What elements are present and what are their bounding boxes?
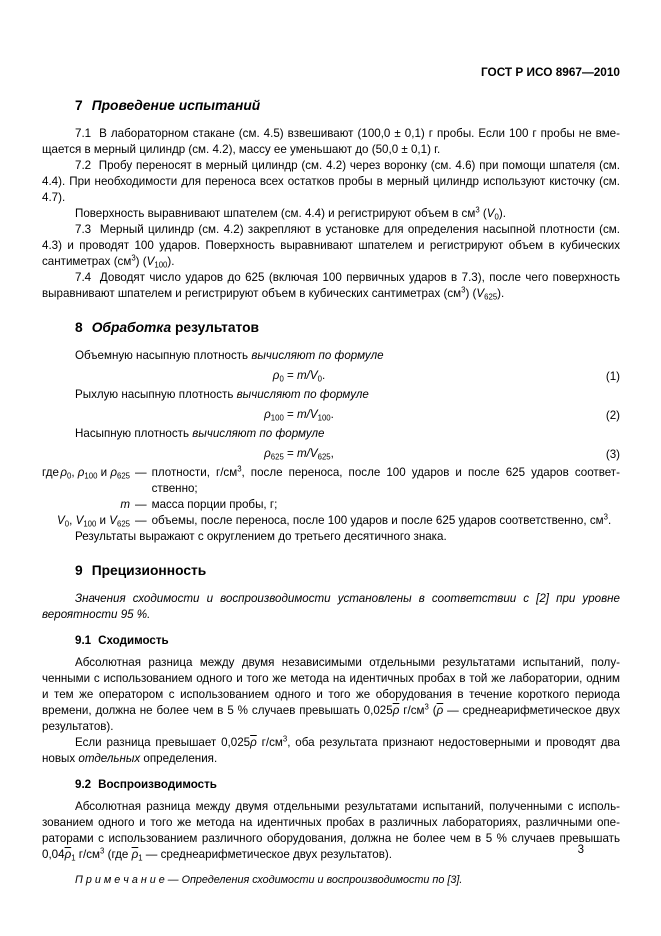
- subscript: 625: [270, 452, 284, 462]
- note-text: Определения сходимости и воспроизводимости по [3].: [181, 874, 463, 886]
- variable-v: V: [109, 514, 117, 527]
- equals: =: [283, 447, 297, 460]
- section-title-rest: результатов: [171, 320, 260, 335]
- superscript-3: 3: [475, 205, 480, 215]
- formula-rhs: m/V: [297, 447, 318, 460]
- text-segment: и: [97, 466, 111, 479]
- paragraph-7-3: [42, 222, 620, 270]
- variable-v: V: [75, 514, 84, 527]
- rho-symbol: ρ: [264, 447, 271, 460]
- rho-symbol: ρ: [60, 466, 67, 479]
- text-segment-italic: отдельных: [78, 752, 141, 765]
- text-segment: ,: [71, 466, 78, 479]
- subscript: 100: [317, 413, 331, 423]
- paragraph-9-1b: [42, 735, 620, 767]
- subscript: 625: [116, 519, 130, 529]
- page-number: 3: [577, 844, 584, 856]
- equals: =: [283, 369, 297, 382]
- where-symbols: [57, 513, 130, 529]
- section-number: 8: [75, 320, 83, 335]
- paragraph-results: Результаты выражают с округлением до третьего десятичного знака.: [75, 530, 447, 543]
- rho-mean-symbol: $\overline{\rho}$: [131, 848, 139, 861]
- paragraph-9-intro: Значения сходимости и воспроизводимости установлены в соответствии с [2] при уровне вероятности 95 %.: [42, 592, 620, 621]
- subscript: 1: [138, 853, 143, 863]
- text-segment: г/см: [399, 704, 425, 717]
- note-label: П р и м е ч а н и е: [75, 874, 165, 886]
- superscript-3: 3: [461, 285, 466, 295]
- where-row-mass: [42, 497, 620, 513]
- formula-number: (3): [605, 448, 620, 461]
- text-segment: ) (: [135, 255, 147, 268]
- page-content: [42, 64, 620, 887]
- section-7-heading: [42, 97, 620, 115]
- text-segment: г/см: [256, 736, 283, 749]
- subscript: 100: [84, 471, 98, 481]
- text-segment: (где: [104, 848, 132, 861]
- text-segment: и: [96, 514, 110, 527]
- rho-symbol: ρ: [77, 466, 85, 479]
- text-segment: ) (: [465, 287, 477, 300]
- paragraph-7-2b: [42, 206, 620, 222]
- section-title: Проведение испытаний: [91, 98, 261, 113]
- where-definition: [152, 465, 620, 497]
- superscript-3: 3: [603, 512, 608, 522]
- formula-number: (1): [605, 370, 620, 383]
- rho-symbol: ρ: [264, 408, 271, 421]
- text-segment: (: [428, 704, 437, 717]
- where-term: [42, 465, 130, 497]
- formula-body: [264, 408, 334, 421]
- superscript-3: 3: [282, 734, 288, 744]
- text-segment: ).: [498, 207, 506, 220]
- where-term: [42, 497, 130, 513]
- rho-mean-symbol: $\overline{\rho}$: [250, 736, 257, 749]
- text-segment: Насыпную плотность: [75, 427, 193, 440]
- paragraph-9-2: [42, 799, 620, 863]
- rho-mean-symbol: $\overline{\rho}$: [436, 704, 444, 717]
- section-9-heading: [42, 562, 620, 580]
- text-segment: Объемную насыпную плотность: [75, 349, 252, 362]
- formula-lead-2: [42, 387, 620, 403]
- where-term: [42, 513, 130, 529]
- text-segment: 7.3 Мерный цилиндр (см. 4.2) закрепляют в установке для определения насыпной плотности (см. 4.3) и проводят 100 ударов. Поверхность выравнивают шпателем и регистрируют объем в кубических сантиметрах (см: [42, 223, 620, 268]
- formula-3: [42, 445, 620, 462]
- where-row-volumes: [42, 513, 620, 529]
- subscript: 0: [317, 374, 322, 384]
- where-lead: где: [42, 466, 59, 479]
- text-segment: ).: [497, 287, 505, 300]
- formula-number: (2): [605, 409, 620, 422]
- section-9-1-heading: [42, 633, 620, 649]
- text-segment: .: [607, 514, 612, 527]
- where-symbols: [60, 465, 130, 497]
- subscript: 625: [317, 452, 331, 462]
- rho-symbol: ρ: [272, 369, 280, 382]
- formula-rhs: m/V: [297, 408, 318, 421]
- text-segment: Рыхлую насыпную плотность: [75, 388, 237, 401]
- note: [42, 873, 620, 887]
- section-9-2-heading: [42, 777, 620, 793]
- section-number: 9.1: [75, 634, 92, 647]
- subscript: 1: [71, 853, 76, 863]
- paragraph-7-4: [42, 270, 620, 302]
- formula-2: [42, 406, 620, 423]
- subscript: 625: [116, 471, 130, 481]
- subscript: 0: [66, 471, 72, 481]
- formula-rhs: m/V: [297, 369, 318, 382]
- rho-mean-symbol: $\overline{\rho}$: [64, 848, 72, 861]
- superscript-3: 3: [237, 464, 242, 474]
- variable-v: V: [146, 255, 155, 268]
- subscript: 0: [494, 212, 499, 222]
- where-row-densities: [42, 465, 620, 497]
- section-title: Воспроизводимость: [98, 778, 217, 791]
- section-title: Прецизионность: [91, 563, 207, 578]
- superscript-3: 3: [424, 702, 429, 712]
- subscript: 100: [270, 413, 284, 423]
- section-number: 9.2: [75, 778, 92, 791]
- dash: —: [164, 874, 182, 886]
- formula-tail: .: [321, 369, 326, 382]
- text-segment: определения.: [140, 752, 218, 765]
- where-definition: [152, 513, 620, 529]
- dash: —: [135, 498, 147, 511]
- where-definitions: [42, 465, 620, 529]
- section-number: 7: [75, 98, 83, 113]
- formula-tail: .: [330, 408, 334, 421]
- text-segment: Абсолютная разница между двумя независимыми отдельными результатами испытаний, полученными с использованием одного и того же метода на идентичных пробах в той же лаборатории, одним и тем же оператором с использованием одного и того же оборудования в течение короткого периода времени, должна не более чем в 5 % случаев превышать 0,025: [42, 656, 620, 717]
- formula-body: [273, 369, 325, 382]
- subscript: 100: [154, 260, 168, 270]
- variable-v: V: [476, 287, 485, 300]
- dash: —: [135, 466, 147, 479]
- paragraph-9-1a: [42, 655, 620, 735]
- text-segment: Если разница превышает 0,025: [75, 736, 251, 749]
- variable-v: V: [486, 207, 495, 220]
- formula-1: [42, 367, 620, 384]
- text-segment-italic: вычисляют по формуле: [251, 349, 384, 362]
- text-segment: ).: [167, 255, 175, 268]
- text-segment: объемы, после переноса, после 100 ударов и после 625 ударов соответственно, см: [151, 514, 604, 527]
- formula-tail: ,: [330, 447, 334, 460]
- section-title-italic: Обработка: [91, 320, 172, 335]
- superscript-3: 3: [100, 846, 105, 856]
- section-number: 9: [75, 563, 83, 578]
- section-title: Сходимость: [98, 634, 169, 647]
- dash: —: [135, 514, 147, 527]
- equals: =: [283, 408, 297, 421]
- text-segment: , оба результата признают недостоверными и проводят два новых: [42, 736, 620, 765]
- section-8-heading: [42, 319, 620, 337]
- variable-v: V: [57, 514, 65, 527]
- where-definition: масса порции пробы, г;: [151, 498, 278, 511]
- text-segment-italic: вычисляют по формуле: [192, 427, 325, 440]
- formula-lead-3: [42, 426, 620, 442]
- text-segment: — среднеарифметическое двух результатов).: [42, 704, 621, 733]
- text-segment: 7.4 Доводят число ударов до 625 (включая 100 первичных ударов в 7.3), после чего поверхность выравнивают шпателем и регистрируют объем в кубических сантиметрах (см: [42, 271, 620, 300]
- text-segment: Поверхность выравнивают шпателем (см. 4.4) и регистрируют объем в см: [75, 207, 476, 220]
- text-segment-italic: вычисляют по формуле: [236, 388, 369, 401]
- text-segment: ,: [69, 514, 76, 527]
- subscript: 100: [83, 519, 97, 529]
- text-segment: , после переноса, после 100 ударов и после 625 ударов соответственно;: [151, 466, 620, 495]
- text-segment: — среднеарифметическое двух результатов).: [142, 848, 392, 861]
- subscript: 625: [484, 292, 498, 302]
- subscript: 0: [64, 519, 70, 529]
- text-segment: (: [479, 207, 487, 220]
- rho-symbol: ρ: [110, 466, 117, 479]
- paragraph-7-2: 7.2 Пробу переносят в мерный цилиндр (см. 4.2) через воронку (см. 4.6) при помощи шпателя (см. 4.4). При необходимости для переноса всех остатков пробы в мерный цилиндр используют кисточку (см. 4.7).: [42, 159, 620, 204]
- formula-lead-1: [42, 348, 620, 364]
- variable-m: m: [120, 498, 130, 511]
- doc-number: ГОСТ Р ИСО 8967—2010: [480, 65, 620, 79]
- paragraph-7-1: 7.1 В лабораторном стакане (см. 4.5) взвешивают (100,0 ± 0,1) г пробы. Если 100 г пробы не вмещается в мерный цилиндр (см. 4.2), массу ее уменьшают до (50,0 ± 0,1) г.: [42, 127, 620, 156]
- rho-mean-symbol: $\overline{\rho}$: [392, 704, 400, 717]
- text-segment: Абсолютная разница между двумя отдельными результатами испытаний, полученными с использованием одного и того же метода на идентичных пробах в различных лабораториях, различными операторами с использованием различного оборудования, должна не более чем в 5 % случаев превышать 0,04: [42, 800, 620, 861]
- text-segment: плотности, г/см: [151, 466, 238, 479]
- superscript-3: 3: [131, 253, 136, 263]
- formula-body: [264, 447, 334, 460]
- subscript: 0: [279, 374, 284, 384]
- text-segment: г/см: [75, 848, 101, 861]
